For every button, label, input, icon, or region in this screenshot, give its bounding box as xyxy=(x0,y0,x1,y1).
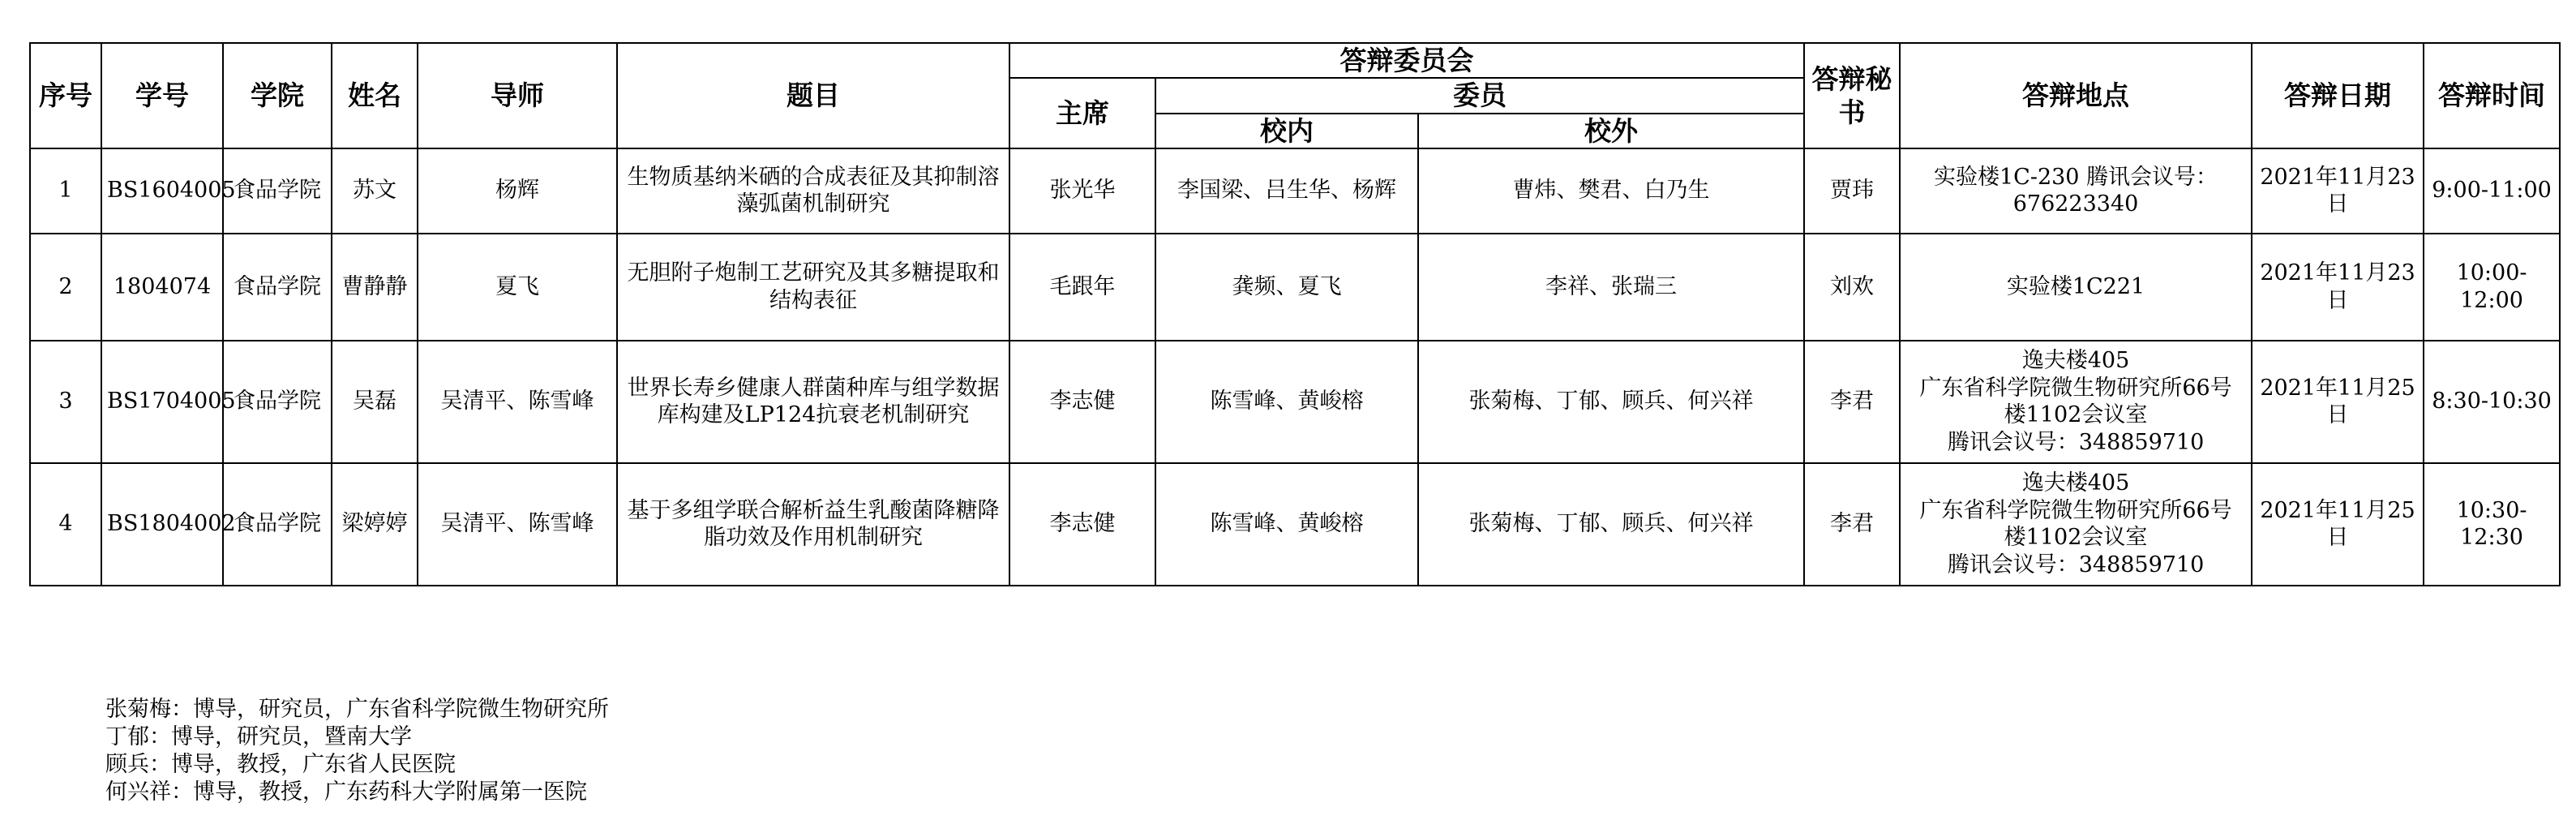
table-row xyxy=(30,341,2560,463)
header-time: 答辩时间 xyxy=(2424,43,2560,148)
note-line: 顾兵：博导，教授，广东省人民医院 xyxy=(105,752,456,777)
location-line: 实验楼1C-230 腾讯会议号： xyxy=(1933,164,2218,190)
cell-internal: 龚频、夏飞 xyxy=(1155,234,1418,341)
cell-external: 曹炜、樊君、白乃生 xyxy=(1418,148,1804,234)
cell-date: 2021年11月25日 xyxy=(2252,341,2424,463)
cell-name: 苏文 xyxy=(332,148,418,234)
location-line: 实验楼1C221 xyxy=(2006,273,2145,299)
cell-student-id: BS1804002 xyxy=(101,463,223,586)
cell-name: 梁婷婷 xyxy=(332,463,418,586)
cell-external: 张菊梅、丁郁、顾兵、何兴祥 xyxy=(1418,463,1804,586)
cell-topic: 无胆附子炮制工艺研究及其多糖提取和结构表征 xyxy=(617,234,1009,341)
cell-student-id: 1804074 xyxy=(101,234,223,341)
header-college: 学院 xyxy=(223,43,332,148)
location-line: 腾讯会议号：348859710 xyxy=(1947,430,2205,455)
note-line: 丁郁：博导，研究员，暨南大学 xyxy=(105,724,412,749)
cell-time: 10:30-12:30 xyxy=(2424,463,2560,586)
header-topic: 题目 xyxy=(617,43,1009,148)
cell-internal: 李国梁、吕生华、杨辉 xyxy=(1155,148,1418,234)
header-date: 答辩日期 xyxy=(2252,43,2424,148)
header-chair: 主席 xyxy=(1009,78,1155,148)
location-line: 广东省科学院微生物研究所66号 xyxy=(1919,375,2232,401)
table-row xyxy=(30,234,2560,341)
cell-seq: 1 xyxy=(30,148,101,234)
location-line: 楼1102会议室 xyxy=(2004,525,2148,551)
cell-location xyxy=(1900,148,2252,234)
cell-chair: 李志健 xyxy=(1009,463,1155,586)
cell-topic: 世界长寿乡健康人群菌种库与组学数据库构建及LP124抗衰老机制研究 xyxy=(617,341,1009,463)
cell-time: 8:30-10:30 xyxy=(2424,341,2560,463)
header-seq: 序号 xyxy=(30,43,101,148)
location-line: 楼1102会议室 xyxy=(2004,402,2148,428)
table-row xyxy=(30,463,2560,586)
cell-advisor: 吴清平、陈雪峰 xyxy=(418,341,617,463)
cell-advisor: 夏飞 xyxy=(418,234,617,341)
cell-chair: 毛跟年 xyxy=(1009,234,1155,341)
external-member-notes xyxy=(105,696,609,806)
cell-chair: 李志健 xyxy=(1009,341,1155,463)
cell-secretary: 刘欢 xyxy=(1804,234,1900,341)
cell-location xyxy=(1900,234,2252,341)
cell-name: 曹静静 xyxy=(332,234,418,341)
defense-schedule-table xyxy=(29,42,2561,586)
cell-college: 食品学院 xyxy=(223,463,332,586)
cell-student-id: BS1604005 xyxy=(101,148,223,234)
header-student-id: 学号 xyxy=(101,43,223,148)
location-line: 腾讯会议号：348859710 xyxy=(1947,552,2205,578)
cell-secretary: 贾玮 xyxy=(1804,148,1900,234)
header-row-top xyxy=(30,43,2560,78)
location-line: 676223340 xyxy=(2012,191,2139,217)
header-members: 委员 xyxy=(1155,78,1804,113)
cell-advisor: 杨辉 xyxy=(418,148,617,234)
cell-location xyxy=(1900,463,2252,586)
cell-seq: 3 xyxy=(30,341,101,463)
note-line: 张菊梅：博导，研究员，广东省科学院微生物研究所 xyxy=(105,697,609,722)
cell-date: 2021年11月23日 xyxy=(2252,148,2424,234)
cell-internal: 陈雪峰、黄峻榕 xyxy=(1155,341,1418,463)
location-line: 广东省科学院微生物研究所66号 xyxy=(1919,497,2232,523)
cell-date: 2021年11月25日 xyxy=(2252,463,2424,586)
cell-secretary: 李君 xyxy=(1804,463,1900,586)
note-line: 何兴祥：博导，教授，广东药科大学附属第一医院 xyxy=(105,779,587,805)
table-row xyxy=(30,148,2560,234)
header-secretary: 答辩秘书 xyxy=(1804,43,1900,148)
header-location: 答辩地点 xyxy=(1900,43,2252,148)
cell-external: 张菊梅、丁郁、顾兵、何兴祥 xyxy=(1418,341,1804,463)
header-external: 校外 xyxy=(1418,114,1804,148)
cell-advisor: 吴清平、陈雪峰 xyxy=(418,463,617,586)
cell-time: 9:00-11:00 xyxy=(2424,148,2560,234)
header-committee: 答辩委员会 xyxy=(1009,43,1804,78)
cell-seq: 4 xyxy=(30,463,101,586)
cell-topic: 基于多组学联合解析益生乳酸菌降糖降脂功效及作用机制研究 xyxy=(617,463,1009,586)
cell-date: 2021年11月23日 xyxy=(2252,234,2424,341)
cell-chair: 张光华 xyxy=(1009,148,1155,234)
header-internal: 校内 xyxy=(1155,114,1418,148)
header-name: 姓名 xyxy=(332,43,418,148)
location-line: 逸夫楼405 xyxy=(2021,470,2130,496)
cell-external: 李祥、张瑞三 xyxy=(1418,234,1804,341)
cell-topic: 生物质基纳米硒的合成表征及其抑制溶藻弧菌机制研究 xyxy=(617,148,1009,234)
cell-seq: 2 xyxy=(30,234,101,341)
header-advisor: 导师 xyxy=(418,43,617,148)
cell-secretary: 李君 xyxy=(1804,341,1900,463)
cell-college: 食品学院 xyxy=(223,148,332,234)
location-line: 逸夫楼405 xyxy=(2021,347,2130,373)
cell-college: 食品学院 xyxy=(223,341,332,463)
cell-internal: 陈雪峰、黄峻榕 xyxy=(1155,463,1418,586)
cell-college: 食品学院 xyxy=(223,234,332,341)
cell-student-id: BS1704005 xyxy=(101,341,223,463)
cell-name: 吴磊 xyxy=(332,341,418,463)
cell-location xyxy=(1900,341,2252,463)
cell-time: 10:00-12:00 xyxy=(2424,234,2560,341)
